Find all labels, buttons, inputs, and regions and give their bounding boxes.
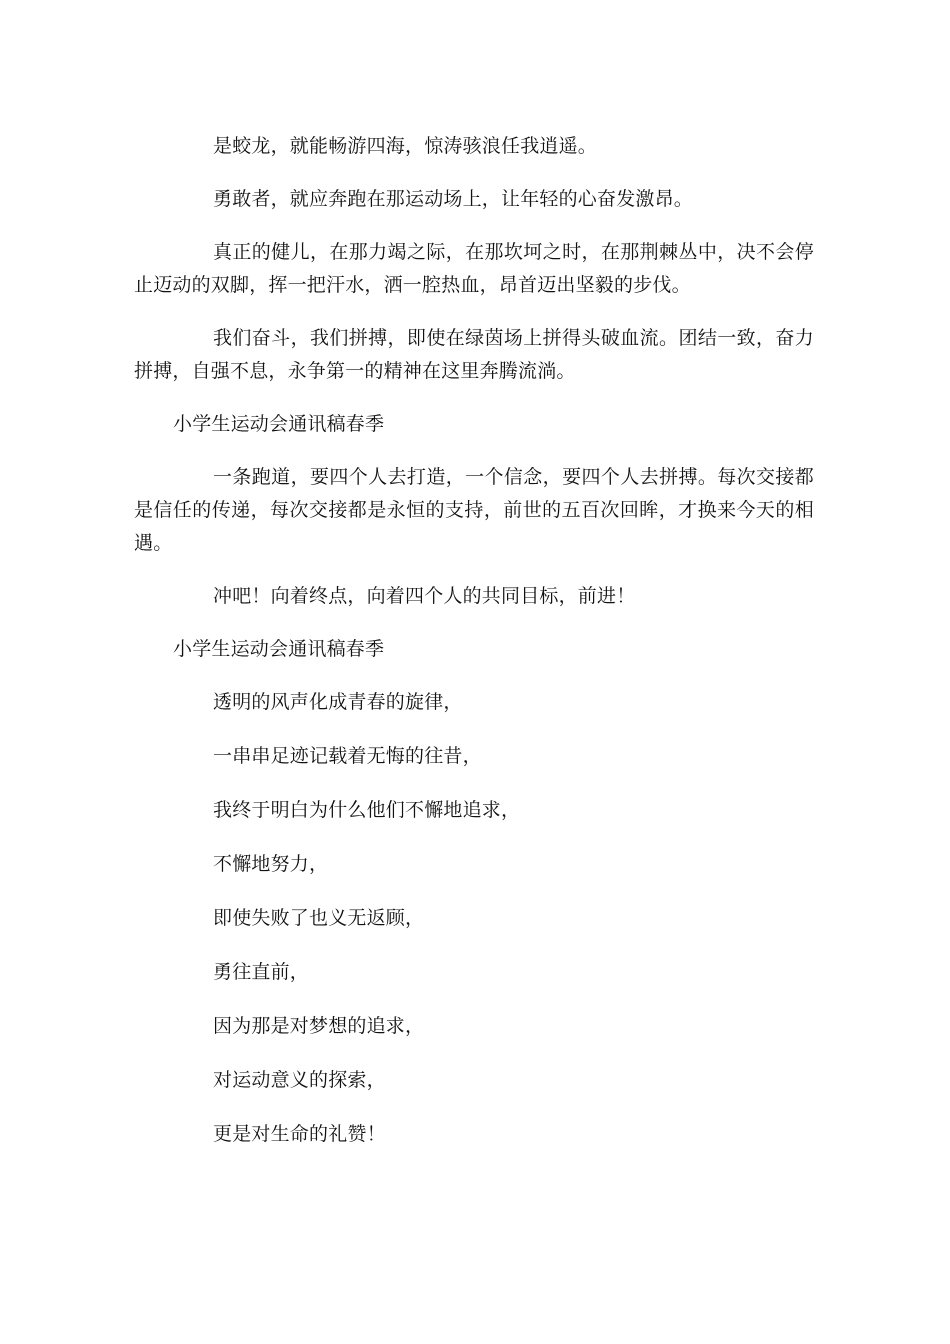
paragraph: 是蛟龙，就能畅游四海，惊涛骇浪任我逍遥。 (213, 135, 598, 157)
section-heading: 小学生运动会通讯稿春季 (173, 638, 385, 660)
section-heading: 小学生运动会通讯稿春季 (173, 413, 385, 435)
verse-line: 因为那是对梦想的追求， (213, 1015, 425, 1037)
paragraph: 勇敢者，就应奔跑在那运动场上，让年轻的心奋发激昂。 (213, 188, 694, 210)
paragraph: 真正的健儿，在那力竭之际，在那坎坷之时，在那荆棘丛中，决不会停止迈动的双脚，挥一把汗水，洒一腔热血，昂首迈出坚毅的步伐。 (134, 241, 814, 296)
verse-line: 不懈地努力， (213, 853, 329, 875)
verse-line: 即使失败了也义无返顾， (213, 907, 425, 929)
paragraph: 一条跑道，要四个人去打造，一个信念，要四个人去拼搏。每次交接都是信任的传递，每次交接都是永恒的支持，前世的五百次回眸，才换来今天的相遇。 (134, 466, 814, 554)
verse-line: 勇往直前， (213, 961, 310, 983)
verse-line: 透明的风声化成青春的旋律， (213, 691, 463, 713)
verse-line: 我终于明白为什么他们不懈地追求， (213, 799, 521, 821)
paragraph: 我们奋斗，我们拼搏，即使在绿茵场上拼得头破血流。团结一致，奋力拼搏，自强不息，永争第一的精神在这里奔腾流淌。 (134, 327, 814, 382)
verse-line: 对运动意义的探索， (213, 1069, 386, 1091)
verse-line: 一串串足迹记载着无悔的往昔， (213, 745, 482, 767)
verse-line: 更是对生命的礼赞！ (213, 1123, 386, 1145)
document-body (134, 130, 814, 1172)
paragraph: 冲吧！向着终点，向着四个人的共同目标，前进！ (213, 585, 636, 607)
